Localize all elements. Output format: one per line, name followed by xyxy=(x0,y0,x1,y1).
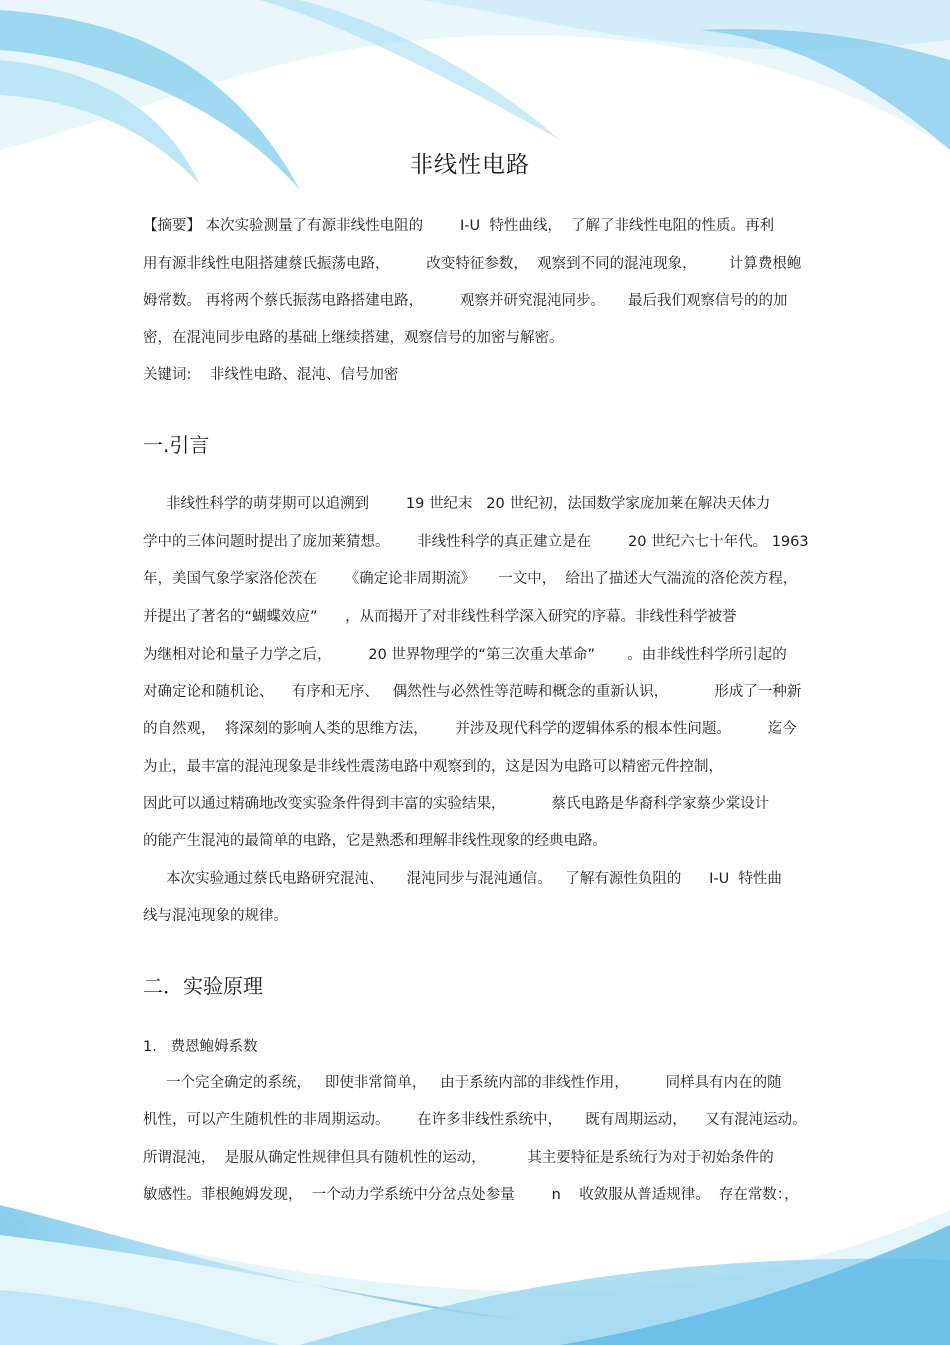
paragraph-line: 为继相对论和量子力学之后， 20 世界物理学的“第三次重大革命” 。由非线性科学所引起的 xyxy=(143,647,787,663)
paragraph-line: 的能产生混沌的最简单的电路，它是熟悉和理解非线性现象的经典电路。 xyxy=(143,833,607,849)
section-heading-principles: 二．实验原理 xyxy=(143,974,263,998)
paragraph-line: 一个完全确定的系统， 即使非常简单， 由于系统内部的非线性作用， 同样具有内在的随 xyxy=(143,1075,782,1091)
paragraph-line: 年，美国气象学家洛伦茨在 《确定论非周期流》 一文中， 给出了描述大气湍流的洛伦茨方程， xyxy=(143,571,798,587)
paragraph-line: 机性，可以产生随机性的非周期运动。 在许多非线性系统中， 既有周期运动， 又有混沌运动。 xyxy=(143,1112,807,1128)
section-heading-introduction: 一.引言 xyxy=(143,433,210,457)
paragraph-line: 并提出了著名的“蝴蝶效应” ，从而揭开了对非线性科学深入研究的序幕。非线性科学被誉 xyxy=(143,609,737,625)
paragraph-line: 所谓混沌， 是服从确定性规律但具有随机性的运动， 其主要特征是系统行为对于初始条件的 xyxy=(143,1150,774,1166)
subsection-heading-feigenbaum: 1. 费恩鲍姆系数 xyxy=(143,1039,258,1055)
paragraph-line: 本次实验通过蔡氏电路研究混沌、 混沌同步与混沌通信。 了解有源性负阻的 I-U 特性曲 xyxy=(143,871,782,887)
keywords-line: 关键词: 非线性电路、混沌、信号加密 xyxy=(143,367,399,383)
paragraph-line: 为止，最丰富的混沌现象是非线性震荡电路中观察到的，这是因为电路可以精密元件控制， xyxy=(143,759,723,775)
paragraph-line: 敏感性。菲根鲍姆发现， 一个动力学系统中分岔点处参量 n 收敛服从普适规律。 存在常数：， xyxy=(143,1187,799,1203)
abstract-line: 【摘要】 本次实验测量了有源非线性电阻的 I-U 特性曲线， 了解了非线性电阻的性质。再利 xyxy=(143,218,775,234)
document-title: 非线性电路 xyxy=(410,152,530,178)
paragraph-line: 非线性科学的萌芽期可以追溯到 19 世纪末 20 世纪初，法国数学家庞加莱在解决天体力 xyxy=(143,496,771,512)
paragraph-line: 因此可以通过精确地改变实验条件得到丰富的实验结果， 蔡氏电路是华裔科学家蔡少棠设计 xyxy=(143,796,770,812)
paragraph-line: 学中的三体问题时提出了庞加莱猜想。 非线性科学的真正建立是在 20 世纪六七十年代。 1963 xyxy=(143,534,809,550)
paragraph-line: 的自然观， 将深刻的影响人类的思维方法， 并涉及现代科学的逻辑体系的根本性问题。 迄今 xyxy=(143,721,797,737)
paragraph-line: 线与混沌现象的规律。 xyxy=(143,908,288,924)
abstract-line: 姆常数。 再将两个蔡氏振荡电路搭建电路， 观察并研究混沌同步。 最后我们观察信号的的加 xyxy=(143,293,788,309)
paragraph-line: 对确定论和随机论、 有序和无序、 偶然性与必然性等范畴和概念的重新认识， 形成了一种新 xyxy=(143,684,802,700)
abstract-line: 用有源非线性电阻搭建蔡氏振荡电路， 改变特征参数， 观察到不同的混沌现象， 计算费根鲍 xyxy=(143,256,802,272)
abstract-line: 密，在混沌同步电路的基础上继续搭建，观察信号的加密与解密。 xyxy=(143,330,564,346)
